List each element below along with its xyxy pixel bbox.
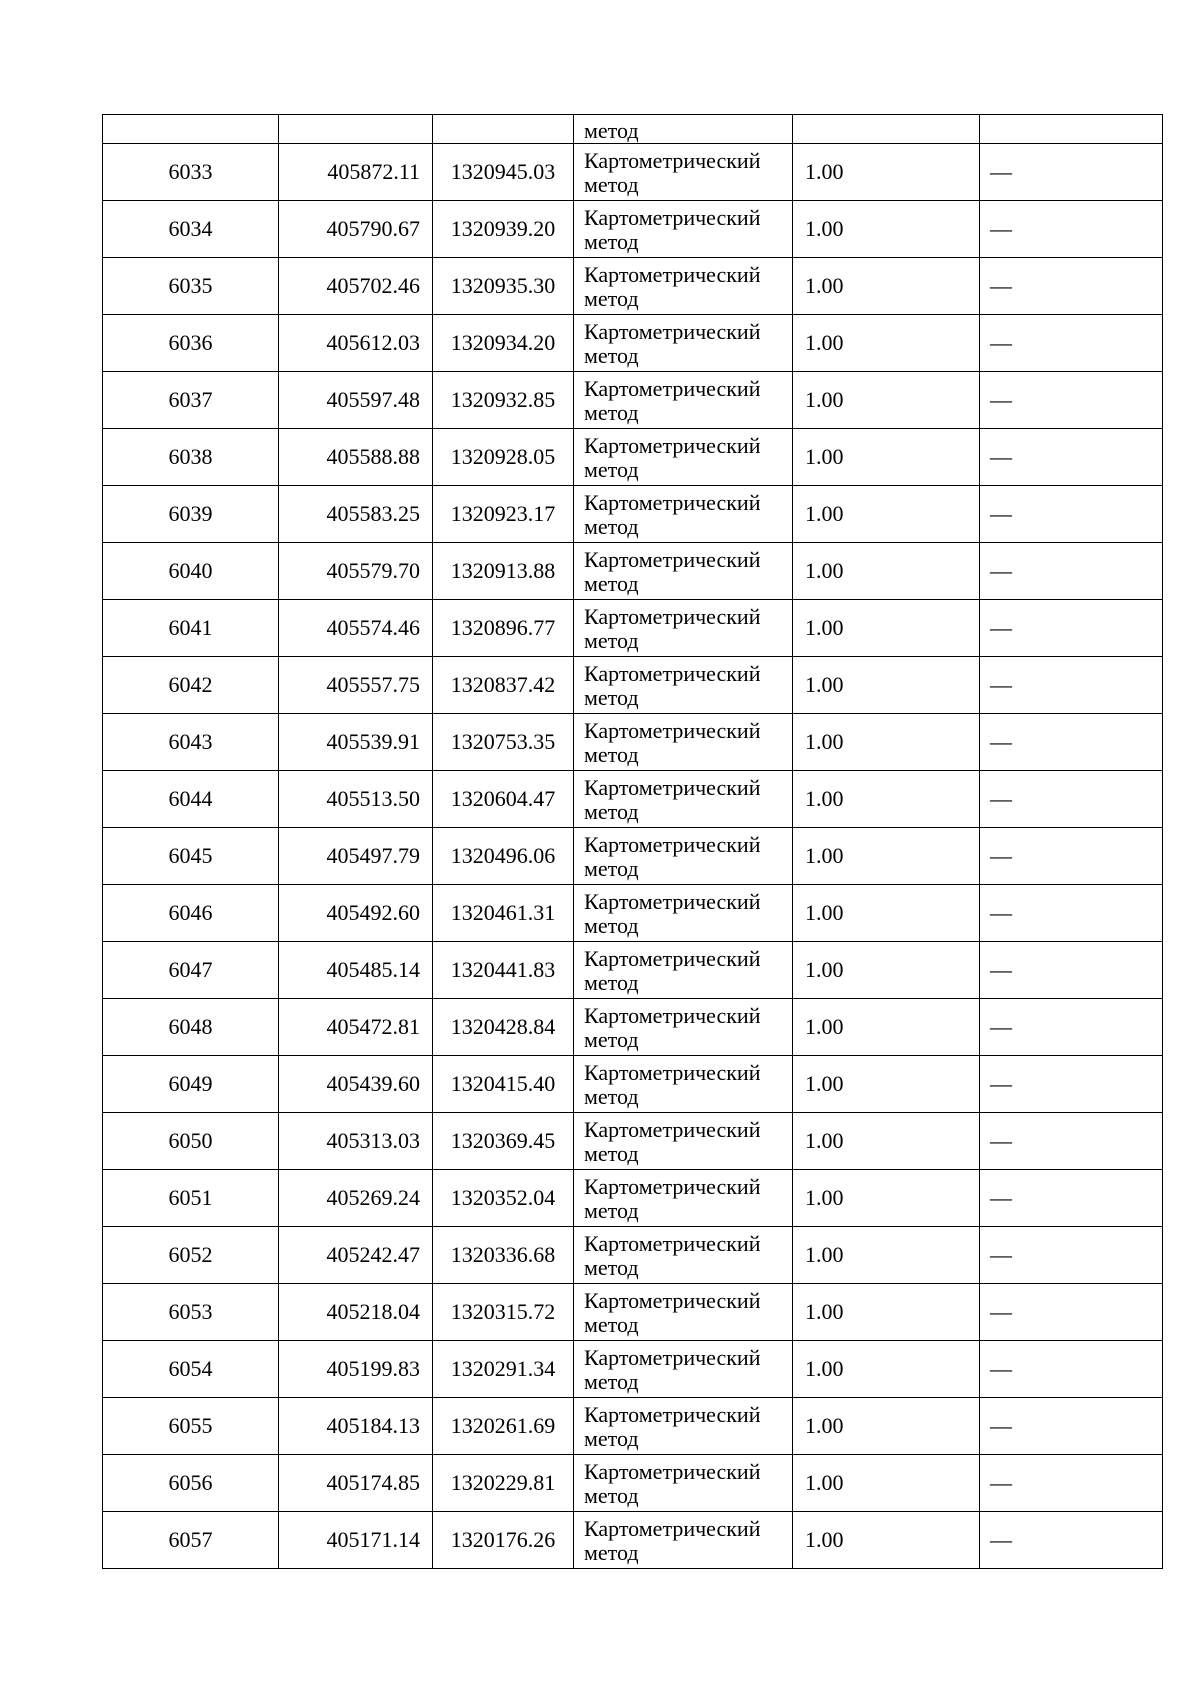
table-row bbox=[103, 201, 1163, 258]
method-line-1: Картометрический bbox=[584, 1288, 761, 1313]
error-cell: 1.00 bbox=[793, 999, 980, 1056]
point-number-cell: 6057 bbox=[103, 1512, 279, 1569]
error-cell: 1.00 bbox=[793, 1170, 980, 1227]
method-line-1: Картометрический bbox=[584, 1117, 761, 1142]
continuation-row bbox=[103, 115, 1163, 144]
description-cell: — bbox=[980, 429, 1163, 486]
method-line-1: Картометрический bbox=[584, 604, 761, 629]
description-cell: — bbox=[980, 714, 1163, 771]
point-number-cell: 6033 bbox=[103, 144, 279, 201]
y-coordinate-cell: 1320352.04 bbox=[433, 1170, 574, 1227]
table-row bbox=[103, 1398, 1163, 1455]
error-cell: 1.00 bbox=[793, 1512, 980, 1569]
method-cell bbox=[574, 201, 793, 258]
point-number-cell: 6043 bbox=[103, 714, 279, 771]
table-row bbox=[103, 144, 1163, 201]
error-cell: 1.00 bbox=[793, 1398, 980, 1455]
method-line-2: метод bbox=[584, 1027, 639, 1052]
description-cell: — bbox=[980, 1170, 1163, 1227]
method-line-1: Картометрический bbox=[584, 1402, 761, 1427]
y-coordinate-cell: 1320176.26 bbox=[433, 1512, 574, 1569]
method-line-2: метод bbox=[584, 1426, 639, 1451]
table-row bbox=[103, 828, 1163, 885]
error-cell: 1.00 bbox=[793, 372, 980, 429]
method-line-2: метод bbox=[584, 970, 639, 995]
method-line-1: Картометрический bbox=[584, 718, 761, 743]
cont-cell-error bbox=[793, 115, 980, 144]
error-cell: 1.00 bbox=[793, 771, 980, 828]
y-coordinate-cell: 1320753.35 bbox=[433, 714, 574, 771]
y-coordinate-cell: 1320932.85 bbox=[433, 372, 574, 429]
description-cell: — bbox=[980, 999, 1163, 1056]
method-line-1: Картометрический bbox=[584, 1345, 761, 1370]
error-cell: 1.00 bbox=[793, 144, 980, 201]
table-row bbox=[103, 657, 1163, 714]
point-number-cell: 6038 bbox=[103, 429, 279, 486]
point-number-cell: 6056 bbox=[103, 1455, 279, 1512]
error-cell: 1.00 bbox=[793, 1284, 980, 1341]
method-line-1: Картометрический bbox=[584, 1174, 761, 1199]
point-number-cell: 6035 bbox=[103, 258, 279, 315]
table-row bbox=[103, 1284, 1163, 1341]
point-number-cell: 6046 bbox=[103, 885, 279, 942]
method-cell bbox=[574, 1227, 793, 1284]
error-cell: 1.00 bbox=[793, 714, 980, 771]
x-coordinate-cell: 405597.48 bbox=[279, 372, 433, 429]
x-coordinate-cell: 405199.83 bbox=[279, 1341, 433, 1398]
method-line-2: метод bbox=[584, 571, 639, 596]
point-number-cell: 6049 bbox=[103, 1056, 279, 1113]
point-number-cell: 6041 bbox=[103, 600, 279, 657]
method-line-1: Картометрический bbox=[584, 319, 761, 344]
x-coordinate-cell: 405872.11 bbox=[279, 144, 433, 201]
error-cell: 1.00 bbox=[793, 1227, 980, 1284]
x-coordinate-cell: 405492.60 bbox=[279, 885, 433, 942]
error-cell: 1.00 bbox=[793, 315, 980, 372]
table-row bbox=[103, 486, 1163, 543]
error-cell: 1.00 bbox=[793, 429, 980, 486]
x-coordinate-cell: 405497.79 bbox=[279, 828, 433, 885]
point-number-cell: 6045 bbox=[103, 828, 279, 885]
method-cell bbox=[574, 372, 793, 429]
point-number-cell: 6054 bbox=[103, 1341, 279, 1398]
method-line-1: Картометрический bbox=[584, 433, 761, 458]
x-coordinate-cell: 405313.03 bbox=[279, 1113, 433, 1170]
description-cell: — bbox=[980, 1056, 1163, 1113]
method-line-2: метод bbox=[584, 1198, 639, 1223]
description-cell: — bbox=[980, 771, 1163, 828]
table-row bbox=[103, 429, 1163, 486]
method-line-2: метод bbox=[584, 343, 639, 368]
method-line-1: Картометрический bbox=[584, 376, 761, 401]
method-line-2: метод bbox=[584, 628, 639, 653]
method-cell bbox=[574, 1284, 793, 1341]
cont-cell-num bbox=[103, 115, 279, 144]
description-cell: — bbox=[980, 144, 1163, 201]
method-cell bbox=[574, 771, 793, 828]
y-coordinate-cell: 1320837.42 bbox=[433, 657, 574, 714]
cont-cell-method: метод bbox=[574, 115, 793, 144]
method-line-2: метод bbox=[584, 856, 639, 881]
method-line-1: Картометрический bbox=[584, 832, 761, 857]
point-number-cell: 6055 bbox=[103, 1398, 279, 1455]
table-row bbox=[103, 258, 1163, 315]
x-coordinate-cell: 405557.75 bbox=[279, 657, 433, 714]
y-coordinate-cell: 1320369.45 bbox=[433, 1113, 574, 1170]
y-coordinate-cell: 1320935.30 bbox=[433, 258, 574, 315]
method-line-2: метод bbox=[584, 799, 639, 824]
method-cell bbox=[574, 1113, 793, 1170]
method-cell bbox=[574, 714, 793, 771]
x-coordinate-cell: 405171.14 bbox=[279, 1512, 433, 1569]
description-cell: — bbox=[980, 942, 1163, 999]
table-row bbox=[103, 1170, 1163, 1227]
method-line-2: метод bbox=[584, 514, 639, 539]
point-number-cell: 6037 bbox=[103, 372, 279, 429]
method-line-2: метод bbox=[584, 685, 639, 710]
method-cell bbox=[574, 1512, 793, 1569]
y-coordinate-cell: 1320291.34 bbox=[433, 1341, 574, 1398]
description-cell: — bbox=[980, 372, 1163, 429]
method-cell bbox=[574, 1398, 793, 1455]
error-cell: 1.00 bbox=[793, 258, 980, 315]
method-line-1: Картометрический bbox=[584, 547, 761, 572]
point-number-cell: 6047 bbox=[103, 942, 279, 999]
cont-cell-desc bbox=[980, 115, 1163, 144]
x-coordinate-cell: 405513.50 bbox=[279, 771, 433, 828]
method-line-1: Картометрический bbox=[584, 262, 761, 287]
x-coordinate-cell: 405485.14 bbox=[279, 942, 433, 999]
method-line-1: Картометрический bbox=[584, 889, 761, 914]
error-cell: 1.00 bbox=[793, 1455, 980, 1512]
error-cell: 1.00 bbox=[793, 1056, 980, 1113]
table-row bbox=[103, 1113, 1163, 1170]
method-line-1: Картометрический bbox=[584, 1231, 761, 1256]
method-cell bbox=[574, 543, 793, 600]
x-coordinate-cell: 405702.46 bbox=[279, 258, 433, 315]
error-cell: 1.00 bbox=[793, 543, 980, 600]
method-line-1: Картометрический bbox=[584, 490, 761, 515]
error-cell: 1.00 bbox=[793, 1341, 980, 1398]
description-cell: — bbox=[980, 1284, 1163, 1341]
method-line-2: метод bbox=[584, 1255, 639, 1280]
y-coordinate-cell: 1320441.83 bbox=[433, 942, 574, 999]
method-line-2: метод bbox=[584, 1141, 639, 1166]
description-cell: — bbox=[980, 258, 1163, 315]
method-cell bbox=[574, 1170, 793, 1227]
y-coordinate-cell: 1320939.20 bbox=[433, 201, 574, 258]
description-cell: — bbox=[980, 1113, 1163, 1170]
error-cell: 1.00 bbox=[793, 942, 980, 999]
method-line-2: метод bbox=[584, 1369, 639, 1394]
x-coordinate-cell: 405539.91 bbox=[279, 714, 433, 771]
y-coordinate-cell: 1320336.68 bbox=[433, 1227, 574, 1284]
x-coordinate-cell: 405184.13 bbox=[279, 1398, 433, 1455]
method-cell bbox=[574, 258, 793, 315]
method-line-2: метод bbox=[584, 742, 639, 767]
method-line-2: метод bbox=[584, 1540, 639, 1565]
table-row bbox=[103, 942, 1163, 999]
table-row bbox=[103, 1056, 1163, 1113]
point-number-cell: 6052 bbox=[103, 1227, 279, 1284]
method-line-2: метод bbox=[584, 1483, 639, 1508]
error-cell: 1.00 bbox=[793, 657, 980, 714]
method-line-1: Картометрический bbox=[584, 148, 761, 173]
method-cell bbox=[574, 486, 793, 543]
method-line-2: метод bbox=[584, 457, 639, 482]
error-cell: 1.00 bbox=[793, 1113, 980, 1170]
point-number-cell: 6039 bbox=[103, 486, 279, 543]
table-row bbox=[103, 543, 1163, 600]
y-coordinate-cell: 1320604.47 bbox=[433, 771, 574, 828]
table-row bbox=[103, 1341, 1163, 1398]
y-coordinate-cell: 1320896.77 bbox=[433, 600, 574, 657]
x-coordinate-cell: 405574.46 bbox=[279, 600, 433, 657]
description-cell: — bbox=[980, 543, 1163, 600]
method-cell bbox=[574, 429, 793, 486]
error-cell: 1.00 bbox=[793, 828, 980, 885]
y-coordinate-cell: 1320261.69 bbox=[433, 1398, 574, 1455]
point-number-cell: 6053 bbox=[103, 1284, 279, 1341]
table-body bbox=[103, 115, 1163, 1569]
method-cell bbox=[574, 600, 793, 657]
description-cell: — bbox=[980, 1512, 1163, 1569]
x-coordinate-cell: 405174.85 bbox=[279, 1455, 433, 1512]
method-line-1: Картометрический bbox=[584, 205, 761, 230]
description-cell: — bbox=[980, 600, 1163, 657]
description-cell: — bbox=[980, 315, 1163, 372]
y-coordinate-cell: 1320934.20 bbox=[433, 315, 574, 372]
x-coordinate-cell: 405269.24 bbox=[279, 1170, 433, 1227]
method-line-1: Картометрический bbox=[584, 775, 761, 800]
x-coordinate-cell: 405218.04 bbox=[279, 1284, 433, 1341]
table-row bbox=[103, 372, 1163, 429]
point-number-cell: 6040 bbox=[103, 543, 279, 600]
point-number-cell: 6044 bbox=[103, 771, 279, 828]
method-cell bbox=[574, 315, 793, 372]
point-number-cell: 6036 bbox=[103, 315, 279, 372]
description-cell: — bbox=[980, 1227, 1163, 1284]
method-line-1: Картометрический bbox=[584, 661, 761, 686]
method-line-2: метод bbox=[584, 913, 639, 938]
method-cell bbox=[574, 657, 793, 714]
y-coordinate-cell: 1320428.84 bbox=[433, 999, 574, 1056]
method-cell bbox=[574, 1455, 793, 1512]
method-cell bbox=[574, 1341, 793, 1398]
description-cell: — bbox=[980, 828, 1163, 885]
method-line-1: Картометрический bbox=[584, 1459, 761, 1484]
coordinates-table bbox=[102, 114, 1163, 1569]
point-number-cell: 6048 bbox=[103, 999, 279, 1056]
method-line-1: Картометрический bbox=[584, 1003, 761, 1028]
y-coordinate-cell: 1320461.31 bbox=[433, 885, 574, 942]
x-coordinate-cell: 405612.03 bbox=[279, 315, 433, 372]
x-coordinate-cell: 405242.47 bbox=[279, 1227, 433, 1284]
method-line-1: Картометрический bbox=[584, 1060, 761, 1085]
error-cell: 1.00 bbox=[793, 201, 980, 258]
method-cell bbox=[574, 1056, 793, 1113]
table-row bbox=[103, 1455, 1163, 1512]
y-coordinate-cell: 1320415.40 bbox=[433, 1056, 574, 1113]
table-row bbox=[103, 999, 1163, 1056]
method-line-2: метод bbox=[584, 286, 639, 311]
cont-cell-y bbox=[433, 115, 574, 144]
method-line-2: метод bbox=[584, 1084, 639, 1109]
description-cell: — bbox=[980, 885, 1163, 942]
x-coordinate-cell: 405439.60 bbox=[279, 1056, 433, 1113]
method-cell bbox=[574, 144, 793, 201]
y-coordinate-cell: 1320923.17 bbox=[433, 486, 574, 543]
description-cell: — bbox=[980, 1455, 1163, 1512]
table-row bbox=[103, 1227, 1163, 1284]
error-cell: 1.00 bbox=[793, 486, 980, 543]
y-coordinate-cell: 1320928.05 bbox=[433, 429, 574, 486]
point-number-cell: 6051 bbox=[103, 1170, 279, 1227]
method-cell bbox=[574, 942, 793, 999]
method-cell bbox=[574, 828, 793, 885]
description-cell: — bbox=[980, 1341, 1163, 1398]
cont-cell-x bbox=[279, 115, 433, 144]
point-number-cell: 6050 bbox=[103, 1113, 279, 1170]
table-row bbox=[103, 714, 1163, 771]
table-row bbox=[103, 771, 1163, 828]
method-cell bbox=[574, 885, 793, 942]
description-cell: — bbox=[980, 1398, 1163, 1455]
x-coordinate-cell: 405583.25 bbox=[279, 486, 433, 543]
table-row bbox=[103, 315, 1163, 372]
y-coordinate-cell: 1320229.81 bbox=[433, 1455, 574, 1512]
x-coordinate-cell: 405579.70 bbox=[279, 543, 433, 600]
method-line-2: метод bbox=[584, 400, 639, 425]
point-number-cell: 6042 bbox=[103, 657, 279, 714]
table-row bbox=[103, 885, 1163, 942]
y-coordinate-cell: 1320945.03 bbox=[433, 144, 574, 201]
description-cell: — bbox=[980, 486, 1163, 543]
method-line-2: метод bbox=[584, 1312, 639, 1337]
method-line-1: Картометрический bbox=[584, 946, 761, 971]
y-coordinate-cell: 1320913.88 bbox=[433, 543, 574, 600]
method-line-2: метод bbox=[584, 229, 639, 254]
y-coordinate-cell: 1320496.06 bbox=[433, 828, 574, 885]
method-line-2: метод bbox=[584, 172, 639, 197]
y-coordinate-cell: 1320315.72 bbox=[433, 1284, 574, 1341]
description-cell: — bbox=[980, 657, 1163, 714]
table-row bbox=[103, 1512, 1163, 1569]
table-row bbox=[103, 600, 1163, 657]
error-cell: 1.00 bbox=[793, 885, 980, 942]
point-number-cell: 6034 bbox=[103, 201, 279, 258]
x-coordinate-cell: 405790.67 bbox=[279, 201, 433, 258]
x-coordinate-cell: 405472.81 bbox=[279, 999, 433, 1056]
error-cell: 1.00 bbox=[793, 600, 980, 657]
description-cell: — bbox=[980, 201, 1163, 258]
method-cell bbox=[574, 999, 793, 1056]
x-coordinate-cell: 405588.88 bbox=[279, 429, 433, 486]
method-line-1: Картометрический bbox=[584, 1516, 761, 1541]
